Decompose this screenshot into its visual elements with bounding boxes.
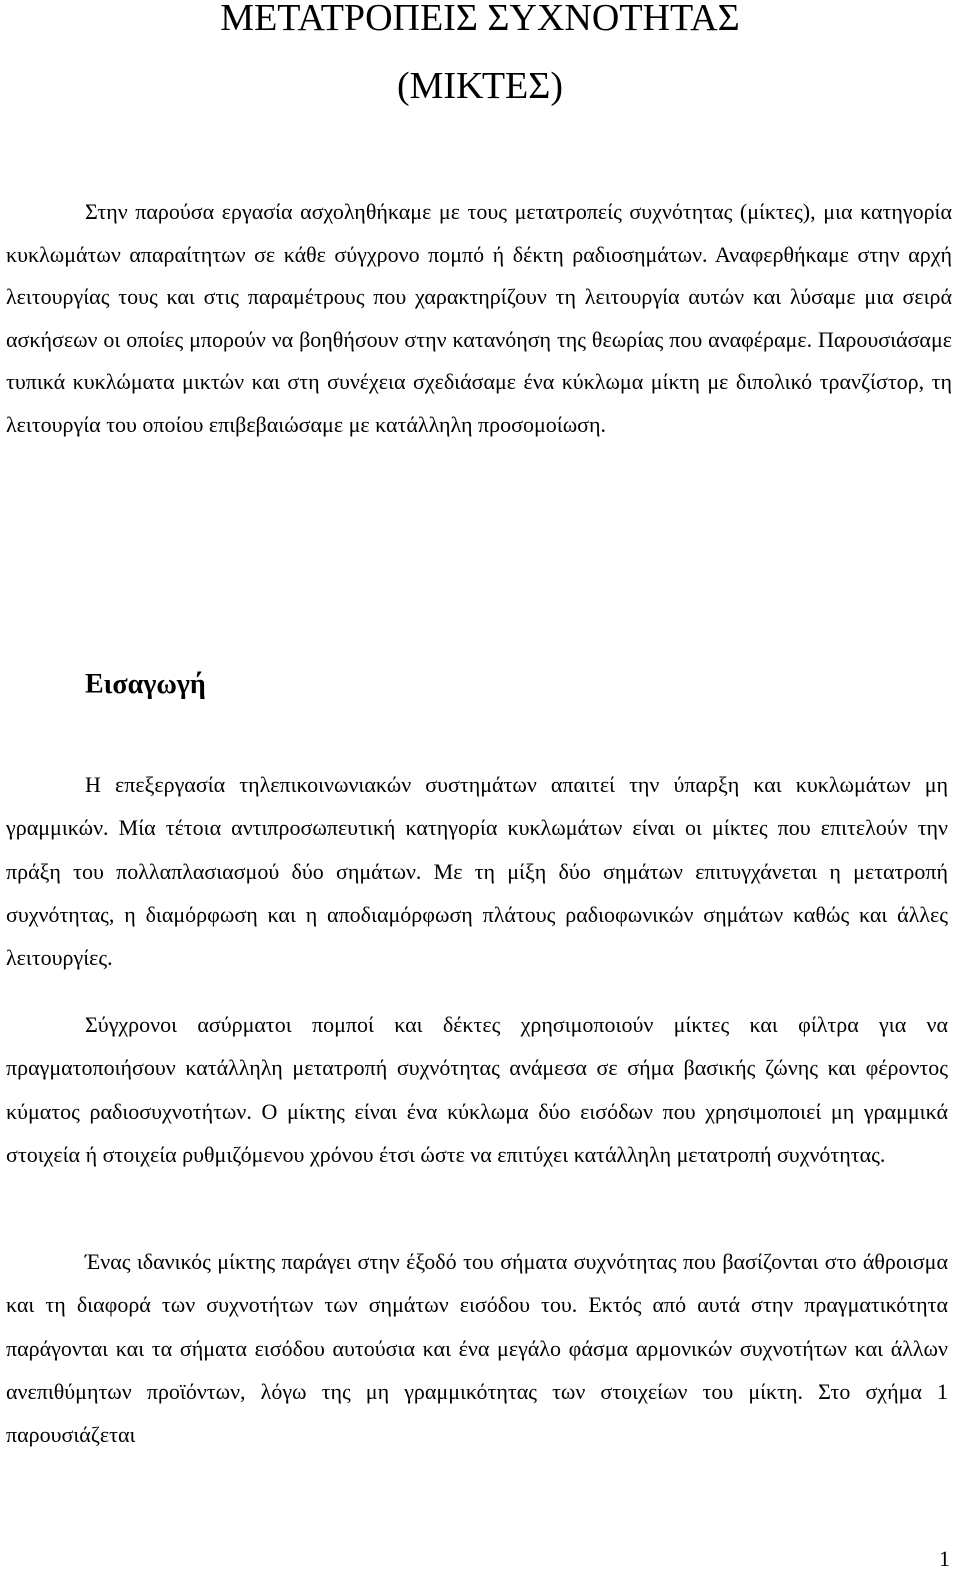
introduction-paragraph	[6, 1003, 948, 1176]
page-number: 1	[939, 1546, 950, 1571]
introduction-paragraph-text: Ένας ιδανικός μίκτης παράγει στην έξοδό του σήματα συχνότητας που βασίζονται στο άθροισμα και τη διαφορά των συχνοτήτων των σημάτων εισόδου του. Εκτός από αυτά στην πραγματικότητα παράγονται και τα σήματα εισόδου αυτούσια και ένα μεγάλο φάσμα αρμονικών συχνοτήτων και άλλων ανεπιθύμητων προϊόντων, λόγω της μη γραμμικότητας των στοιχείων του μίκτη. Στο σχήμα 1 παρουσιάζεται	[6, 1249, 948, 1448]
introduction-paragraph-text: Η επεξεργασία τηλεπικοινωνιακών συστημάτων απαιτεί την ύπαρξη και κυκλωμάτων μη γραμμικών. Μία τέτοια αντιπροσωπευτική κατηγορία κυκλωμάτων είναι οι μίκτες που επιτελούν την πράξη του πολλαπλασιασμού δύο σημάτων. Με τη μίξη δύο σημάτων επιτυγχάνεται η μετατροπή συχνότητας, η διαμόρφωση και η αποδιαμόρφωση πλάτους ραδιοφωνικών σημάτων καθώς και άλλες λειτουργίες.	[6, 772, 948, 971]
document-title-line-2: (ΜΙΚΤΕΣ)	[396, 65, 564, 107]
document-title-line-1: ΜΕΤΑΤΡΟΠΕΙΣ ΣΥΧΝΟΤΗΤΑΣ	[220, 0, 740, 39]
abstract-text: Στην παρούσα εργασία ασχοληθήκαμε με τους μετατροπείς συχνότητας (μίκτες), μια κατηγορία κυκλωμάτων απαραίτητων σε κάθε σύγχρονο πομπό ή δέκτη ραδιοσημάτων. Αναφερθήκαμε στην αρχή λειτουργίας τους και στις παραμέτρους που χαρακτηρίζουν τη λειτουργία αυτών και λύσαμε μια σειρά ασκήσεων οι οποίες μπορούν να βοηθήσουν στην κατανόηση της θεωρίας που αναφέραμε. Παρουσιάσαμε τυπικά κυκλώματα μικτών και στη συνέχεια σχεδιάσαμε ένα κύκλωμα μίκτη με διπολικό τρανζίστορ, τη λειτουργία του οποίου επιβεβαιώσαμε με κατάλληλη προσομοίωση.	[6, 199, 952, 437]
introduction-paragraph	[6, 763, 948, 979]
introduction-paragraph-text: Σύγχρονοι ασύρματοι πομποί και δέκτες χρησιμοποιούν μίκτες και φίλτρα για να πραγματοποιήσουν κατάλληλη μετατροπή συχνότητας ανάμεσα σε σήμα βασικής ζώνης και φέροντος κύματος ραδιοσυχνοτήτων. Ο μίκτης είναι ένα κύκλωμα δύο εισόδων που χρησιμοποιεί μη γραμμικά στοιχεία ή στοιχεία ρυθμιζόμενου χρόνου έτσι ώστε να επιτύχει κατάλληλη μετατροπή συχνότητας.	[6, 1012, 948, 1167]
abstract-paragraph	[6, 191, 952, 447]
section-heading-introduction: Εισαγωγή	[85, 669, 206, 700]
introduction-paragraph	[6, 1240, 948, 1456]
